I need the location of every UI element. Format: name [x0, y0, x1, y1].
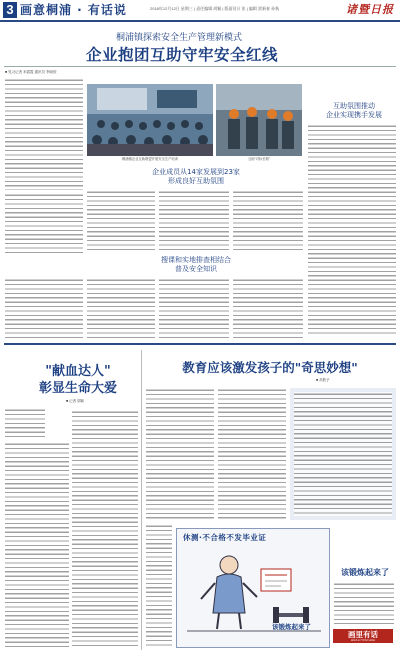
photo-caption-2: 互助"对标长路" [247, 157, 271, 161]
side-cartoon-caption: 该锻炼起来了 [341, 568, 389, 577]
column-tag-label: 画里有话 [348, 630, 378, 639]
story-byline: ■ 见习记者 米霞霞 通讯员 李晓欣 [5, 70, 57, 74]
feature-headline [22, 363, 134, 397]
subhead-mutual-development [312, 102, 396, 120]
page-meta: 2018年12月12日 星期三 | 责任编辑 胡颖 | 版面设计 张 | 编辑 贾新春 孙秋 [150, 6, 280, 11]
editorial-col2-text [218, 388, 286, 520]
story-intro-text [5, 78, 83, 190]
story-photo-training [87, 84, 213, 156]
story-photo-inspection [216, 84, 302, 156]
feature-byline: ■ 记者 胡颖 [66, 399, 85, 403]
cartoon-drawing [177, 543, 330, 647]
subhead-safety-knowledge [96, 256, 296, 274]
story-col3-text [159, 190, 229, 252]
section-divider [4, 343, 396, 345]
story-col2b-text [87, 278, 155, 338]
subhead-text: 搜课和实地排查相结合 普及安全知识 [161, 256, 231, 273]
photo-caption-1: 桐浦镇企业互助联盟开展安全生产培训 [121, 157, 179, 161]
cartoon-title: 休测·不合格不发毕业证 [183, 533, 267, 542]
story-headline: 企业抱团互助守牢安全红线 [86, 46, 279, 64]
subhead-text: 企业成员从14家发展到23家 形成良好互助氛围 [152, 168, 240, 185]
feature-intro-text [5, 408, 45, 438]
subhead-text: 互助氛围推动 企业实现携手发展 [326, 102, 382, 119]
page-number: 3 [3, 2, 17, 18]
side-text [334, 582, 394, 624]
paper-logo: 诸暨日报 [346, 3, 394, 16]
story-col2-text [87, 190, 155, 252]
subhead-members-growth [96, 168, 296, 186]
section-title: 画意桐浦 · 有话说 [20, 3, 127, 17]
feature-col1-text [5, 442, 69, 647]
story-col1b-text [5, 278, 83, 338]
story-col3b-text [159, 278, 229, 338]
editorial-byline: ■ 高胜予 [316, 378, 330, 382]
editorial-col3-text [294, 392, 392, 516]
editorial-cartoon [176, 528, 330, 648]
feature-col2-text [72, 410, 138, 647]
feature-headline-text: "献血达人" 彰显生命大爱 [38, 364, 117, 396]
story-col1-text [5, 193, 83, 253]
editorial-col1-text [146, 388, 214, 520]
story-col4-text [233, 190, 303, 252]
story-col4b-text [233, 278, 303, 338]
story-right-column-text [308, 124, 396, 336]
column-tag-sub: HUA LI YOU HUA [351, 638, 375, 642]
column-tag [333, 629, 393, 643]
editorial-headline: 教育应该激发孩子的"奇思妙想" [182, 360, 358, 375]
divider [4, 66, 396, 67]
editorial-bottom-left-text [146, 524, 172, 648]
column-divider [141, 350, 142, 650]
page-header [0, 0, 400, 22]
story-kicker: 桐浦镇探索安全生产管理新模式 [116, 33, 243, 43]
cartoon-caption: 该锻炼起来了 [272, 623, 311, 631]
